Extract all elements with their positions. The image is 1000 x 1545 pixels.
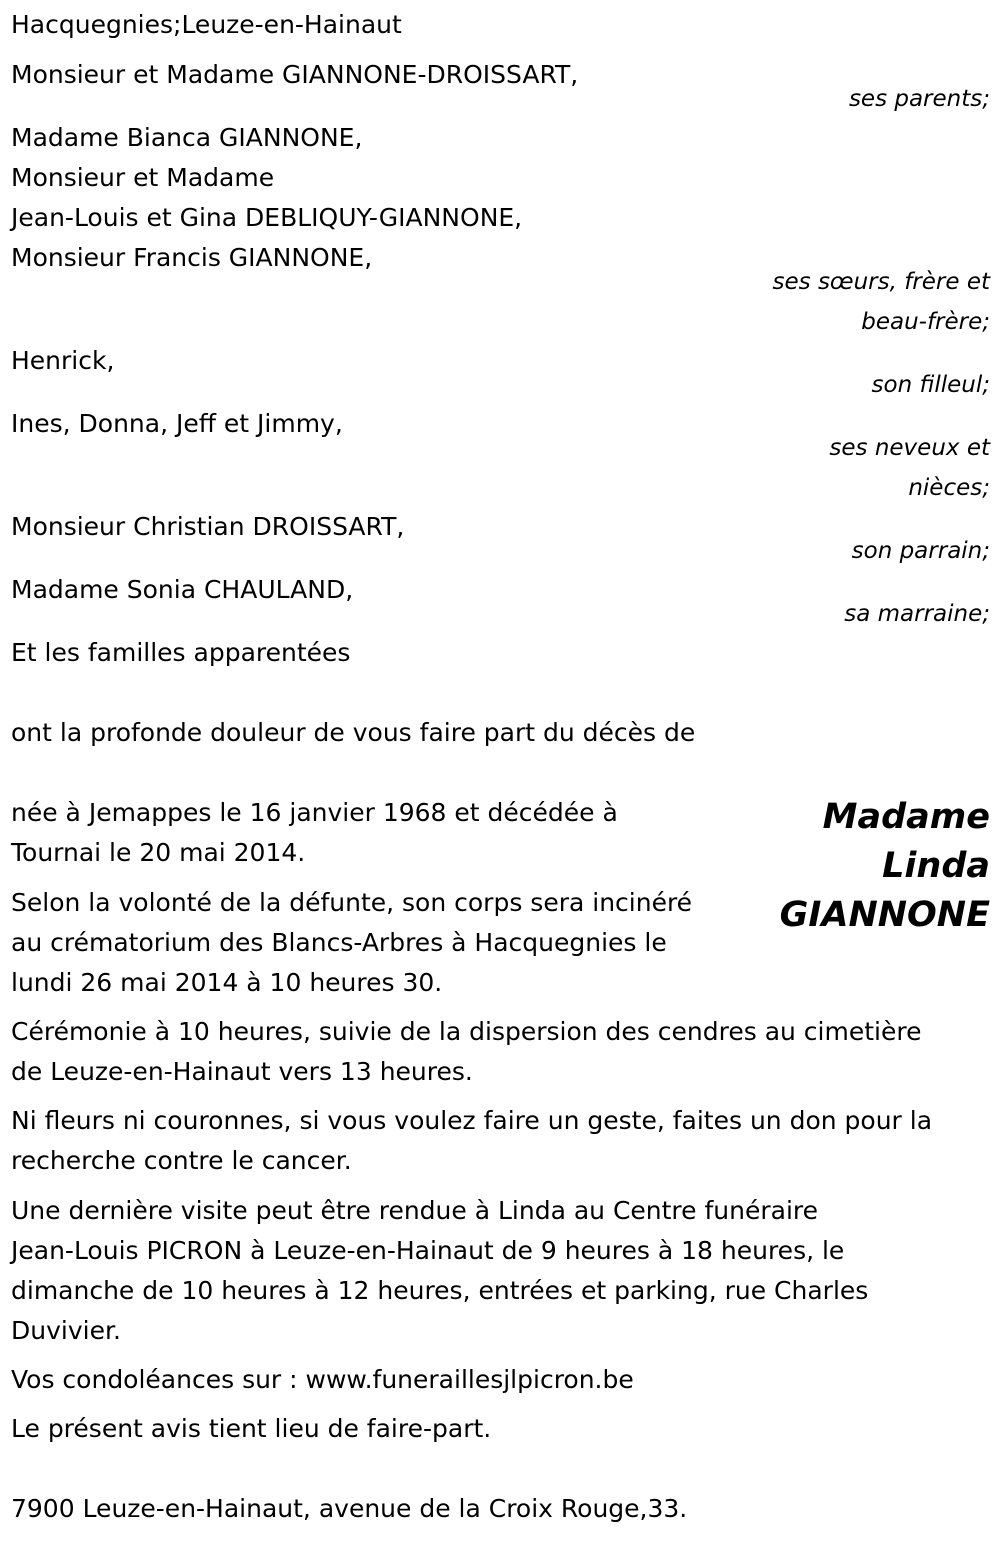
notice-line: Le présent avis tient lieu de faire-part. [11, 1414, 492, 1443]
siblings-role-line: beau-frère; [861, 309, 990, 335]
location-header: Hacquegnies;Leuze-en-Hainaut [11, 10, 402, 39]
godmother-name: Madame Sonia CHAULAND, [11, 575, 354, 604]
sibling-line: Monsieur et Madame [11, 163, 275, 192]
sibling-line: Jean-Louis et Gina DEBLIQUY-GIANNONE, [11, 203, 523, 232]
nephews-role-line: nièces; [908, 475, 990, 501]
sibling-line: Monsieur Francis GIANNONE, [11, 243, 373, 272]
godson-role: son filleul; [871, 372, 990, 398]
godson-name: Henrick, [11, 346, 115, 375]
visit-line: Duvivier. [11, 1316, 121, 1345]
cremation-line: lundi 26 mai 2014 à 10 heures 30. [11, 968, 443, 997]
visit-line: Une dernière visite peut être rendue à Linda au Centre funéraire [11, 1196, 819, 1225]
nephews-names: Ines, Donna, Jeff et Jimmy, [11, 409, 343, 438]
cremation-line: au crématorium des Blancs-Arbres à Hacquegnies le [11, 928, 667, 957]
parents-role: ses parents; [848, 86, 990, 112]
visit-line: dimanche de 10 heures à 12 heures, entrées et parking, rue Charles [11, 1276, 869, 1305]
birth-death-line: Tournai le 20 mai 2014. [11, 838, 306, 867]
deceased-first-name: Linda [882, 846, 990, 886]
deceased-title: Madame [822, 797, 990, 837]
godfather-name: Monsieur Christian DROISSART, [11, 512, 405, 541]
siblings-role-line: ses sœurs, frère et [772, 269, 990, 295]
relatives-line: Et les familles apparentées [11, 638, 351, 667]
cremation-line: Selon la volonté de la défunte, son corps sera incinéré [11, 888, 693, 917]
announcement-line: ont la profonde douleur de vous faire part du décès de [11, 718, 696, 747]
deceased-name-block [780, 793, 990, 940]
deceased-last-name: GIANNONE [779, 895, 990, 935]
godmother-role: sa marraine; [844, 601, 990, 627]
flowers-line: recherche contre le cancer. [11, 1146, 352, 1175]
condolences-line: Vos condoléances sur : www.funeraillesjlpicron.be [11, 1365, 634, 1394]
flowers-line: Ni fleurs ni couronnes, si vous voulez faire un geste, faites un don pour la [11, 1106, 933, 1135]
visit-line: Jean-Louis PICRON à Leuze-en-Hainaut de 9 heures à 18 heures, le [11, 1236, 845, 1265]
parents-names: Monsieur et Madame GIANNONE-DROISSART, [11, 60, 579, 89]
nephews-role-line: ses neveux et [829, 435, 990, 461]
birth-death-line: née à Jemappes le 16 janvier 1968 et décédée à [11, 798, 618, 827]
address-line: 7900 Leuze-en-Hainaut, avenue de la Croix Rouge,33. [11, 1494, 688, 1523]
godfather-role: son parrain; [851, 538, 990, 564]
sibling-line: Madame Bianca GIANNONE, [11, 123, 363, 152]
ceremony-line: Cérémonie à 10 heures, suivie de la dispersion des cendres au cimetière [11, 1017, 922, 1046]
ceremony-line: de Leuze-en-Hainaut vers 13 heures. [11, 1057, 473, 1086]
